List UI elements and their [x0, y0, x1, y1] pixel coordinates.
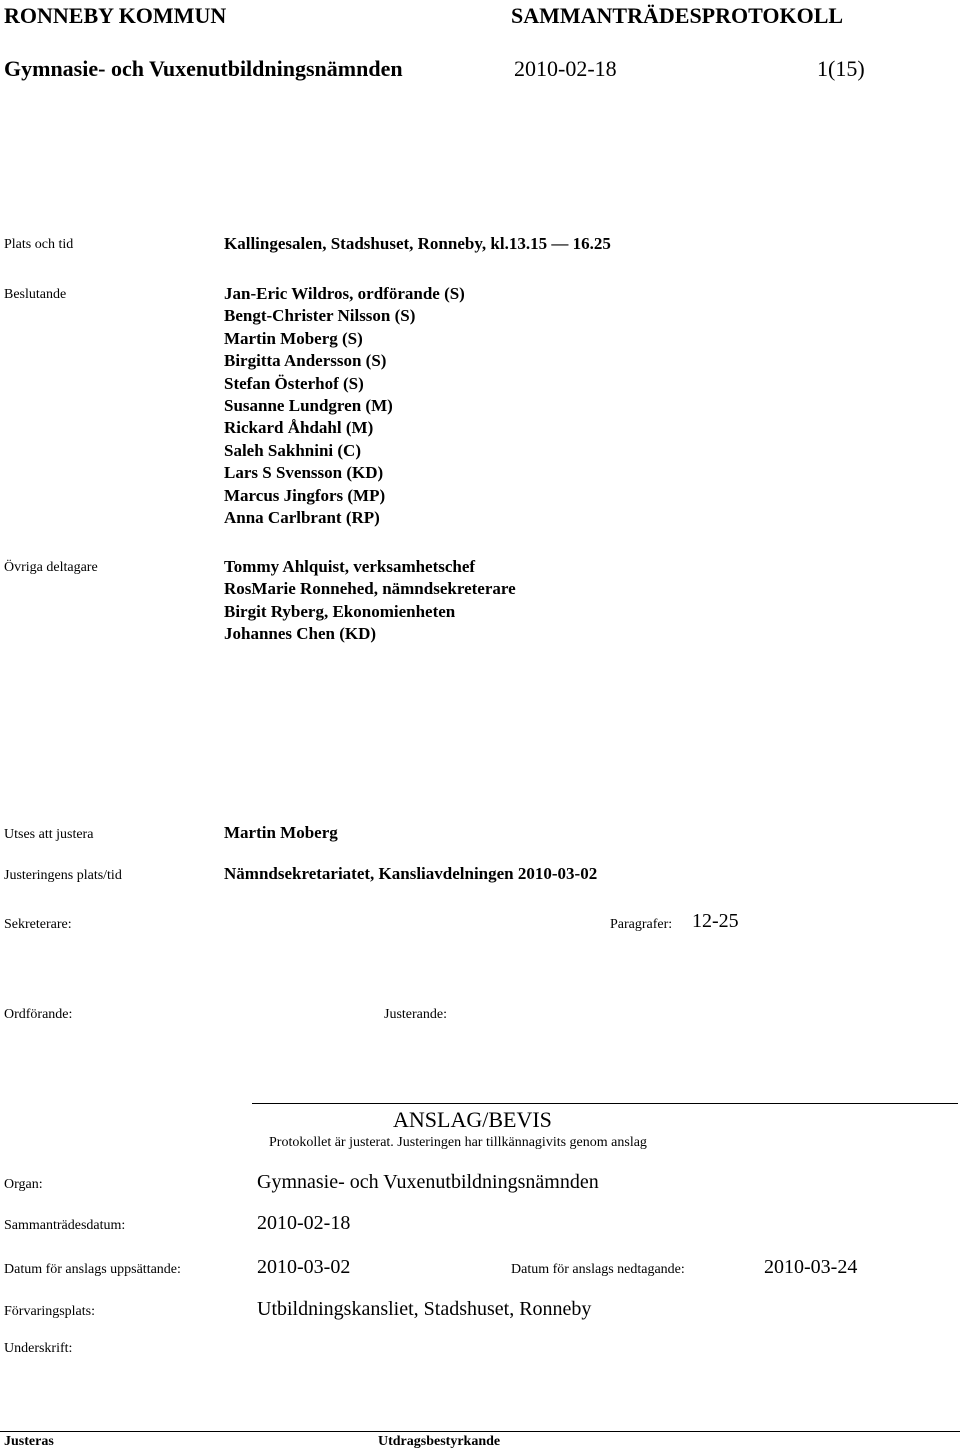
member-item: Anna Carlbrant (RP)	[224, 508, 380, 528]
paragraphs-label: Paragrafer:	[610, 917, 673, 932]
place-label: Plats och tid	[4, 237, 74, 252]
doc-type: SAMMANTRÄDESPROTOKOLL	[511, 3, 844, 28]
footer-left: Justeras	[4, 1434, 54, 1449]
meeting-date-label: Sammanträdesdatum:	[4, 1218, 126, 1233]
others-list	[224, 556, 516, 646]
participant-item: Tommy Ahlquist, verksamhetschef	[224, 557, 476, 576]
notice-title: ANSLAG/BEVIS	[393, 1107, 552, 1132]
committee-name: Gymnasie- och Vuxenutbildningsnämnden	[4, 56, 403, 81]
decision-members-list	[224, 283, 465, 529]
member-item: Jan-Eric Wildros, ordförande (S)	[224, 284, 465, 303]
adjust-place-value: Nämndsekretariatet, Kansliavdelningen 2010-03-02	[224, 864, 598, 883]
posted-label: Datum för anslags uppsättande:	[4, 1262, 181, 1277]
footer-right: Utdragsbestyrkande	[378, 1434, 501, 1449]
member-item: Rickard Åhdahl (M)	[224, 418, 374, 438]
adjuster-label: Utses att justera	[4, 827, 94, 842]
posted-value: 2010-03-02	[257, 1256, 351, 1278]
member-item: Lars S Svensson (KD)	[224, 463, 384, 483]
others-label: Övriga deltagare	[4, 560, 98, 575]
organ-label: Organ:	[4, 1177, 43, 1192]
participant-item: Johannes Chen (KD)	[224, 624, 377, 644]
meeting-date-value: 2010-02-18	[257, 1212, 351, 1234]
footer-divider	[0, 1431, 960, 1432]
member-item: Bengt-Christer Nilsson (S)	[224, 306, 416, 326]
storage-label: Förvaringsplats:	[4, 1304, 95, 1319]
place-value: Kallingesalen, Stadshuset, Ronneby, kl.13.15 — 16.25	[224, 234, 611, 253]
organ-value: Gymnasie- och Vuxenutbildningsnämnden	[257, 1171, 599, 1193]
header-date: 2010-02-18	[514, 56, 617, 81]
secretary-label: Sekreterare:	[4, 917, 72, 932]
decision-label: Beslutande	[4, 287, 67, 302]
signature-label: Underskrift:	[4, 1341, 73, 1356]
adjusting-label: Justerande:	[384, 1007, 447, 1022]
adjust-place-label: Justeringens plats/tid	[4, 868, 122, 883]
notice-subtitle: Protokollet är justerat. Justeringen har tillkännagivits genom anslag	[269, 1135, 647, 1150]
notice-divider	[252, 1103, 958, 1104]
page-number: 1(15)	[817, 56, 865, 81]
member-item: Susanne Lundgren (M)	[224, 396, 393, 416]
member-item: Birgitta Andersson (S)	[224, 351, 387, 371]
chair-label: Ordförande:	[4, 1007, 73, 1022]
paragraphs-value: 12-25	[692, 910, 739, 932]
removed-label: Datum för anslags nedtagande:	[511, 1262, 685, 1277]
storage-value: Utbildningskansliet, Stadshuset, Ronneby	[257, 1298, 592, 1320]
participant-item: Birgit Ryberg, Ekonomienheten	[224, 601, 456, 621]
member-item: Martin Moberg (S)	[224, 328, 363, 348]
member-item: Marcus Jingfors (MP)	[224, 485, 386, 505]
adjuster-value: Martin Moberg	[224, 823, 338, 842]
removed-value: 2010-03-24	[764, 1256, 858, 1278]
participant-item: RosMarie Ronnehed, nämndsekreterare	[224, 579, 516, 599]
org-name: RONNEBY KOMMUN	[4, 3, 227, 28]
member-item: Saleh Sakhnini (C)	[224, 440, 361, 460]
member-item: Stefan Österhof (S)	[224, 373, 364, 393]
